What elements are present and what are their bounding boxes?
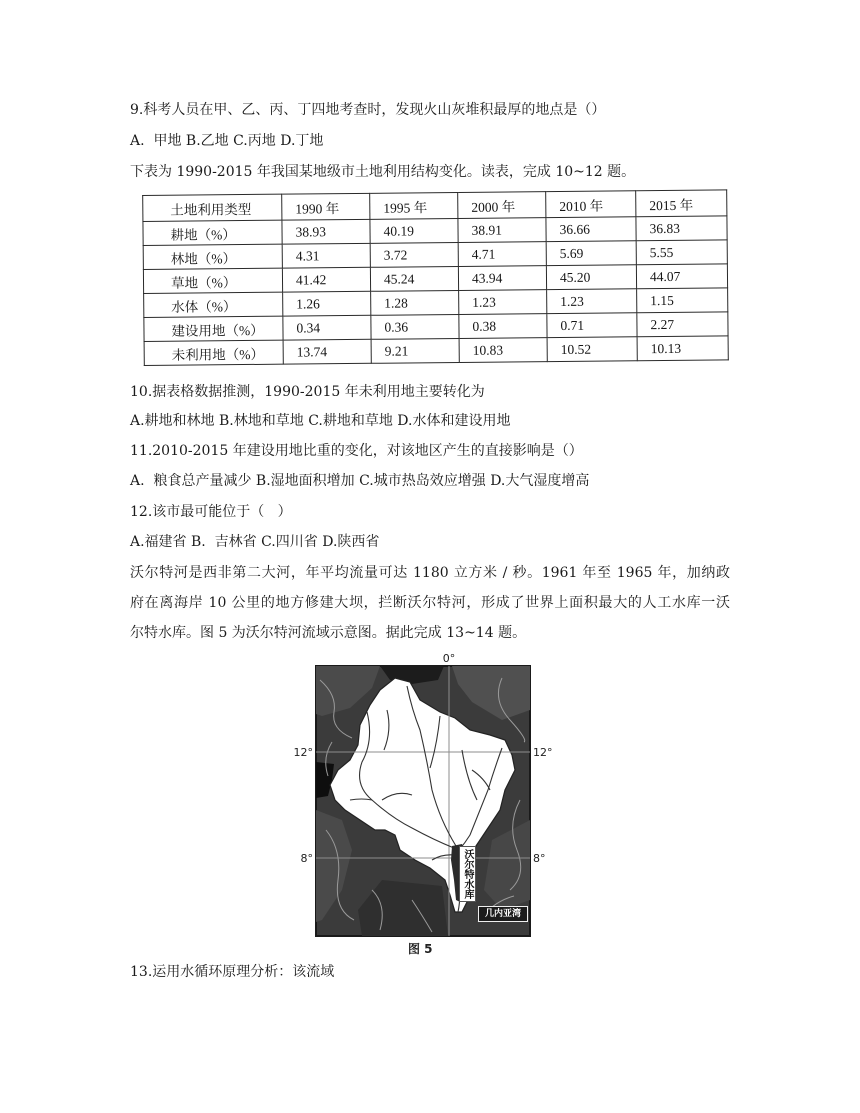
table-cell: 1.26 [283,291,371,316]
table-intro: 下表为 1990-2015 年我国某地级市土地利用结构变化。读表，完成 10~12 题。 [130,164,636,180]
table-cell: 10.83 [459,338,547,363]
table-cell: 45.20 [546,265,636,290]
table-cell: 0.38 [459,314,547,339]
table-cell: 1.23 [459,290,547,315]
passage-line: 府在离海岸 10 公里的地方修建大坝，拦断沃尔特河，形成了世界上面积最大的人工水库一沃 [130,595,730,611]
table-cell: 41.42 [282,267,370,292]
table-cell: 1.28 [371,290,459,315]
table-cell: 草地（%） [143,268,282,293]
gulf-label: 几内亚湾 [478,906,528,922]
table-cell: 5.69 [546,241,636,266]
q9-options: A. 甲地 B.乙地 C.丙地 D.丁地 [130,133,324,149]
table-cell: 水体（%） [144,292,283,317]
table-cell: 43.94 [458,266,546,291]
passage-line: 沃尔特河是西非第二大河，年平均流量可达 1180 立方米 / 秒。1961 年至 1965 年，加纳政 [130,565,730,581]
table-cell: 建设用地（%） [144,316,283,341]
table-header-cell: 土地利用类型 [143,194,282,221]
q9-stem: 9.科考人员在甲、乙、丙、丁四地考查时，发现火山灰堆积最厚的地点是（） [130,102,606,118]
q10-stem: 10.据表格数据推测，1990-2015 年未利用地主要转化为 [130,384,485,400]
table-cell: 5.55 [636,240,727,265]
land-use-table [142,189,729,366]
q10-options: A.耕地和林地 B.林地和草地 C.耕地和草地 D.水体和建设用地 [130,413,511,429]
table-cell: 4.71 [458,242,546,267]
table-cell: 耕地（%） [143,220,282,245]
table-header-cell: 2015 年 [636,190,727,217]
table-header-cell: 1995 年 [370,192,458,219]
volta-basin-map [262,650,595,960]
table-cell: 1.23 [547,289,637,314]
table-cell: 0.36 [371,314,459,339]
table-cell: 1.15 [637,288,728,313]
table-cell: 36.83 [636,216,727,241]
table-cell: 40.19 [370,218,458,243]
table-cell: 0.34 [283,315,371,340]
latitude-label-8-right: 8° [533,852,546,865]
table-cell: 44.07 [636,264,727,289]
table-cell: 38.91 [458,218,546,243]
table-cell: 10.13 [637,336,728,361]
q13-stem: 13.运用水循环原理分析：该流域 [130,964,335,980]
latitude-label-12-right: 12° [533,746,553,759]
figure-caption: 图 5 [408,942,433,956]
table-header-cell: 2000 年 [458,192,546,219]
table-cell: 林地（%） [143,244,282,269]
table-cell: 10.52 [547,337,637,362]
reservoir-label: 沃尔特水库 [459,846,476,902]
table-cell: 38.93 [282,219,370,244]
latitude-label-8-left: 8° [300,852,313,865]
table-cell: 13.74 [283,339,371,364]
table-cell: 36.66 [546,217,636,242]
table-cell: 3.72 [370,242,458,267]
table-cell: 4.31 [282,243,370,268]
table-cell: 45.24 [370,266,458,291]
table-cell: 0.71 [547,313,637,338]
q11-options: A. 粮食总产量减少 B.湿地面积增加 C.城市热岛效应增强 D.大气湿度增高 [130,473,590,489]
q12-stem: 12.该市最可能位于（ ） [130,504,292,520]
table-row [144,336,728,366]
q12-options: A.福建省 B. 吉林省 C.四川省 D.陕西省 [130,534,380,550]
table-header-cell: 2010 年 [546,191,636,218]
longitude-label-0: 0° [442,652,456,665]
q11-stem: 11.2010-2015 年建设用地比重的变化，对该地区产生的直接影响是（） [130,443,583,459]
table-cell: 9.21 [371,338,459,363]
table-cell: 2.27 [637,312,728,337]
latitude-label-12-left: 12° [293,746,313,759]
table-cell: 未利用地（%） [144,340,283,365]
passage-line: 尔特水库。图 5 为沃尔特河流域示意图。据此完成 13~14 题。 [130,625,527,641]
table-header-cell: 1990 年 [282,193,370,220]
